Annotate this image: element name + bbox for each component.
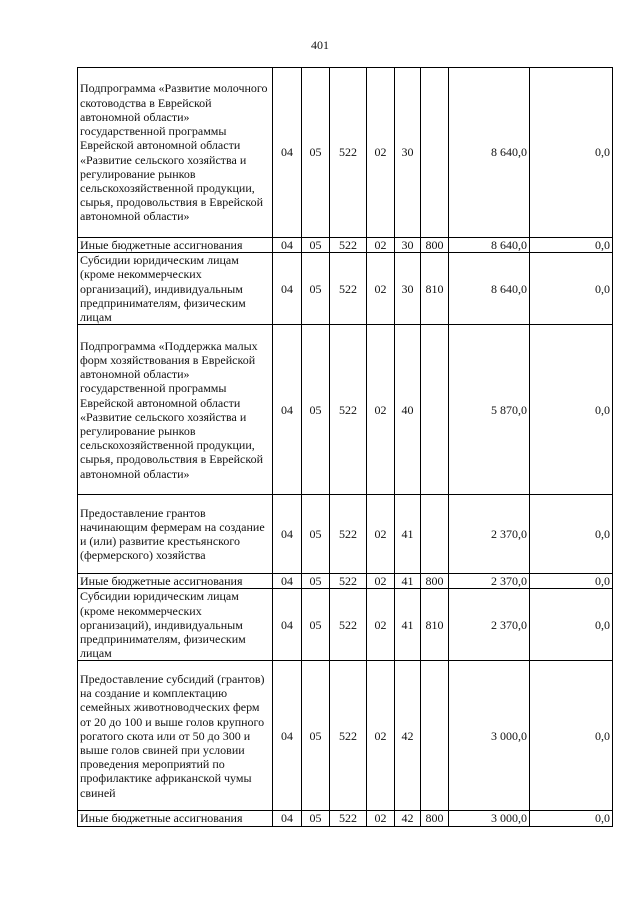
expense-type-code: 810 <box>421 253 449 325</box>
row-name: Субсидии юридическим лицам (кроме некоммерческих организаций), индивидуальным предпринимателям, физическим лицам <box>78 589 273 661</box>
amount-2: 0,0 <box>530 238 613 253</box>
subsection-code: 05 <box>302 811 330 826</box>
subsection-code: 05 <box>302 238 330 253</box>
table-row <box>78 238 613 253</box>
target-code-part-1: 522 <box>330 253 367 325</box>
target-code-part-2: 02 <box>367 661 395 811</box>
section-code: 04 <box>273 325 302 495</box>
amount-1: 2 370,0 <box>449 574 530 589</box>
target-code-part-2: 02 <box>367 589 395 661</box>
amount-1: 3 000,0 <box>449 661 530 811</box>
section-code: 04 <box>273 253 302 325</box>
amount-1: 8 640,0 <box>449 238 530 253</box>
section-code: 04 <box>273 589 302 661</box>
target-code-part-3: 30 <box>395 238 421 253</box>
row-name: Подпрограмма «Развитие молочного скотоводства в Еврейской автономной области» государственной программы Еврейской автономной области «Развитие сельского хозяйства и регулирование рынков сельскохозяйственной продукции, сырья, продовольствия в Еврейской автономной области» <box>78 68 273 238</box>
target-code-part-2: 02 <box>367 574 395 589</box>
section-code: 04 <box>273 238 302 253</box>
expense-type-code <box>421 68 449 238</box>
amount-2: 0,0 <box>530 661 613 811</box>
table-row <box>78 811 613 826</box>
amount-2: 0,0 <box>530 574 613 589</box>
subsection-code: 05 <box>302 495 330 574</box>
amount-1: 5 870,0 <box>449 325 530 495</box>
amount-2: 0,0 <box>530 68 613 238</box>
amount-2: 0,0 <box>530 253 613 325</box>
target-code-part-3: 40 <box>395 325 421 495</box>
table-row <box>78 325 613 495</box>
amount-2: 0,0 <box>530 811 613 826</box>
table-row <box>78 495 613 574</box>
amount-1: 8 640,0 <box>449 68 530 238</box>
expense-type-code: 800 <box>421 238 449 253</box>
section-code: 04 <box>273 574 302 589</box>
target-code-part-1: 522 <box>330 589 367 661</box>
target-code-part-2: 02 <box>367 68 395 238</box>
target-code-part-1: 522 <box>330 238 367 253</box>
target-code-part-2: 02 <box>367 811 395 826</box>
expense-type-code: 800 <box>421 811 449 826</box>
target-code-part-1: 522 <box>330 495 367 574</box>
amount-1: 8 640,0 <box>449 253 530 325</box>
expense-type-code: 810 <box>421 589 449 661</box>
section-code: 04 <box>273 661 302 811</box>
table-row <box>78 574 613 589</box>
target-code-part-1: 522 <box>330 325 367 495</box>
amount-2: 0,0 <box>530 589 613 661</box>
target-code-part-3: 42 <box>395 811 421 826</box>
expense-type-code <box>421 325 449 495</box>
subsection-code: 05 <box>302 661 330 811</box>
amount-1: 2 370,0 <box>449 589 530 661</box>
row-name: Подпрограмма «Поддержка малых форм хозяйствования в Еврейской автономной области» государственной программы Еврейской автономной области «Развитие сельского хозяйства и регулирование рынков сельскохозяйственной продукции, сырья, продовольствия в Еврейской автономной области» <box>78 325 273 495</box>
amount-1: 3 000,0 <box>449 811 530 826</box>
subsection-code: 05 <box>302 253 330 325</box>
target-code-part-3: 41 <box>395 495 421 574</box>
target-code-part-2: 02 <box>367 495 395 574</box>
table-row <box>78 661 613 811</box>
target-code-part-2: 02 <box>367 325 395 495</box>
target-code-part-2: 02 <box>367 253 395 325</box>
expense-type-code: 800 <box>421 574 449 589</box>
table-row <box>78 589 613 661</box>
target-code-part-3: 41 <box>395 574 421 589</box>
section-code: 04 <box>273 68 302 238</box>
row-name: Предоставление грантов начинающим фермерам на создание и (или) развитие крестьянского (фермерского) хозяйства <box>78 495 273 574</box>
subsection-code: 05 <box>302 589 330 661</box>
target-code-part-1: 522 <box>330 574 367 589</box>
row-name: Субсидии юридическим лицам (кроме некоммерческих организаций), индивидуальным предпринимателям, физическим лицам <box>78 253 273 325</box>
expense-type-code <box>421 661 449 811</box>
target-code-part-2: 02 <box>367 238 395 253</box>
budget-table <box>77 67 613 827</box>
table-row <box>78 253 613 325</box>
section-code: 04 <box>273 811 302 826</box>
row-name: Иные бюджетные ассигнования <box>78 574 273 589</box>
page-number: 401 <box>311 38 329 52</box>
expense-type-code <box>421 495 449 574</box>
target-code-part-1: 522 <box>330 811 367 826</box>
target-code-part-1: 522 <box>330 661 367 811</box>
amount-2: 0,0 <box>530 325 613 495</box>
subsection-code: 05 <box>302 574 330 589</box>
target-code-part-3: 42 <box>395 661 421 811</box>
subsection-code: 05 <box>302 68 330 238</box>
target-code-part-1: 522 <box>330 68 367 238</box>
amount-2: 0,0 <box>530 495 613 574</box>
row-name: Иные бюджетные ассигнования <box>78 238 273 253</box>
table-row <box>78 68 613 238</box>
target-code-part-3: 30 <box>395 253 421 325</box>
row-name: Предоставление субсидий (грантов) на создание и комплектацию семейных животноводческих ферм от 20 до 100 и выше голов крупного рогатого скота или от 50 до 300 и выше голов свиней при условии проведения мероприятий по профилактике африканской чумы свиней <box>78 661 273 811</box>
section-code: 04 <box>273 495 302 574</box>
subsection-code: 05 <box>302 325 330 495</box>
target-code-part-3: 30 <box>395 68 421 238</box>
row-name: Иные бюджетные ассигнования <box>78 811 273 826</box>
amount-1: 2 370,0 <box>449 495 530 574</box>
target-code-part-3: 41 <box>395 589 421 661</box>
